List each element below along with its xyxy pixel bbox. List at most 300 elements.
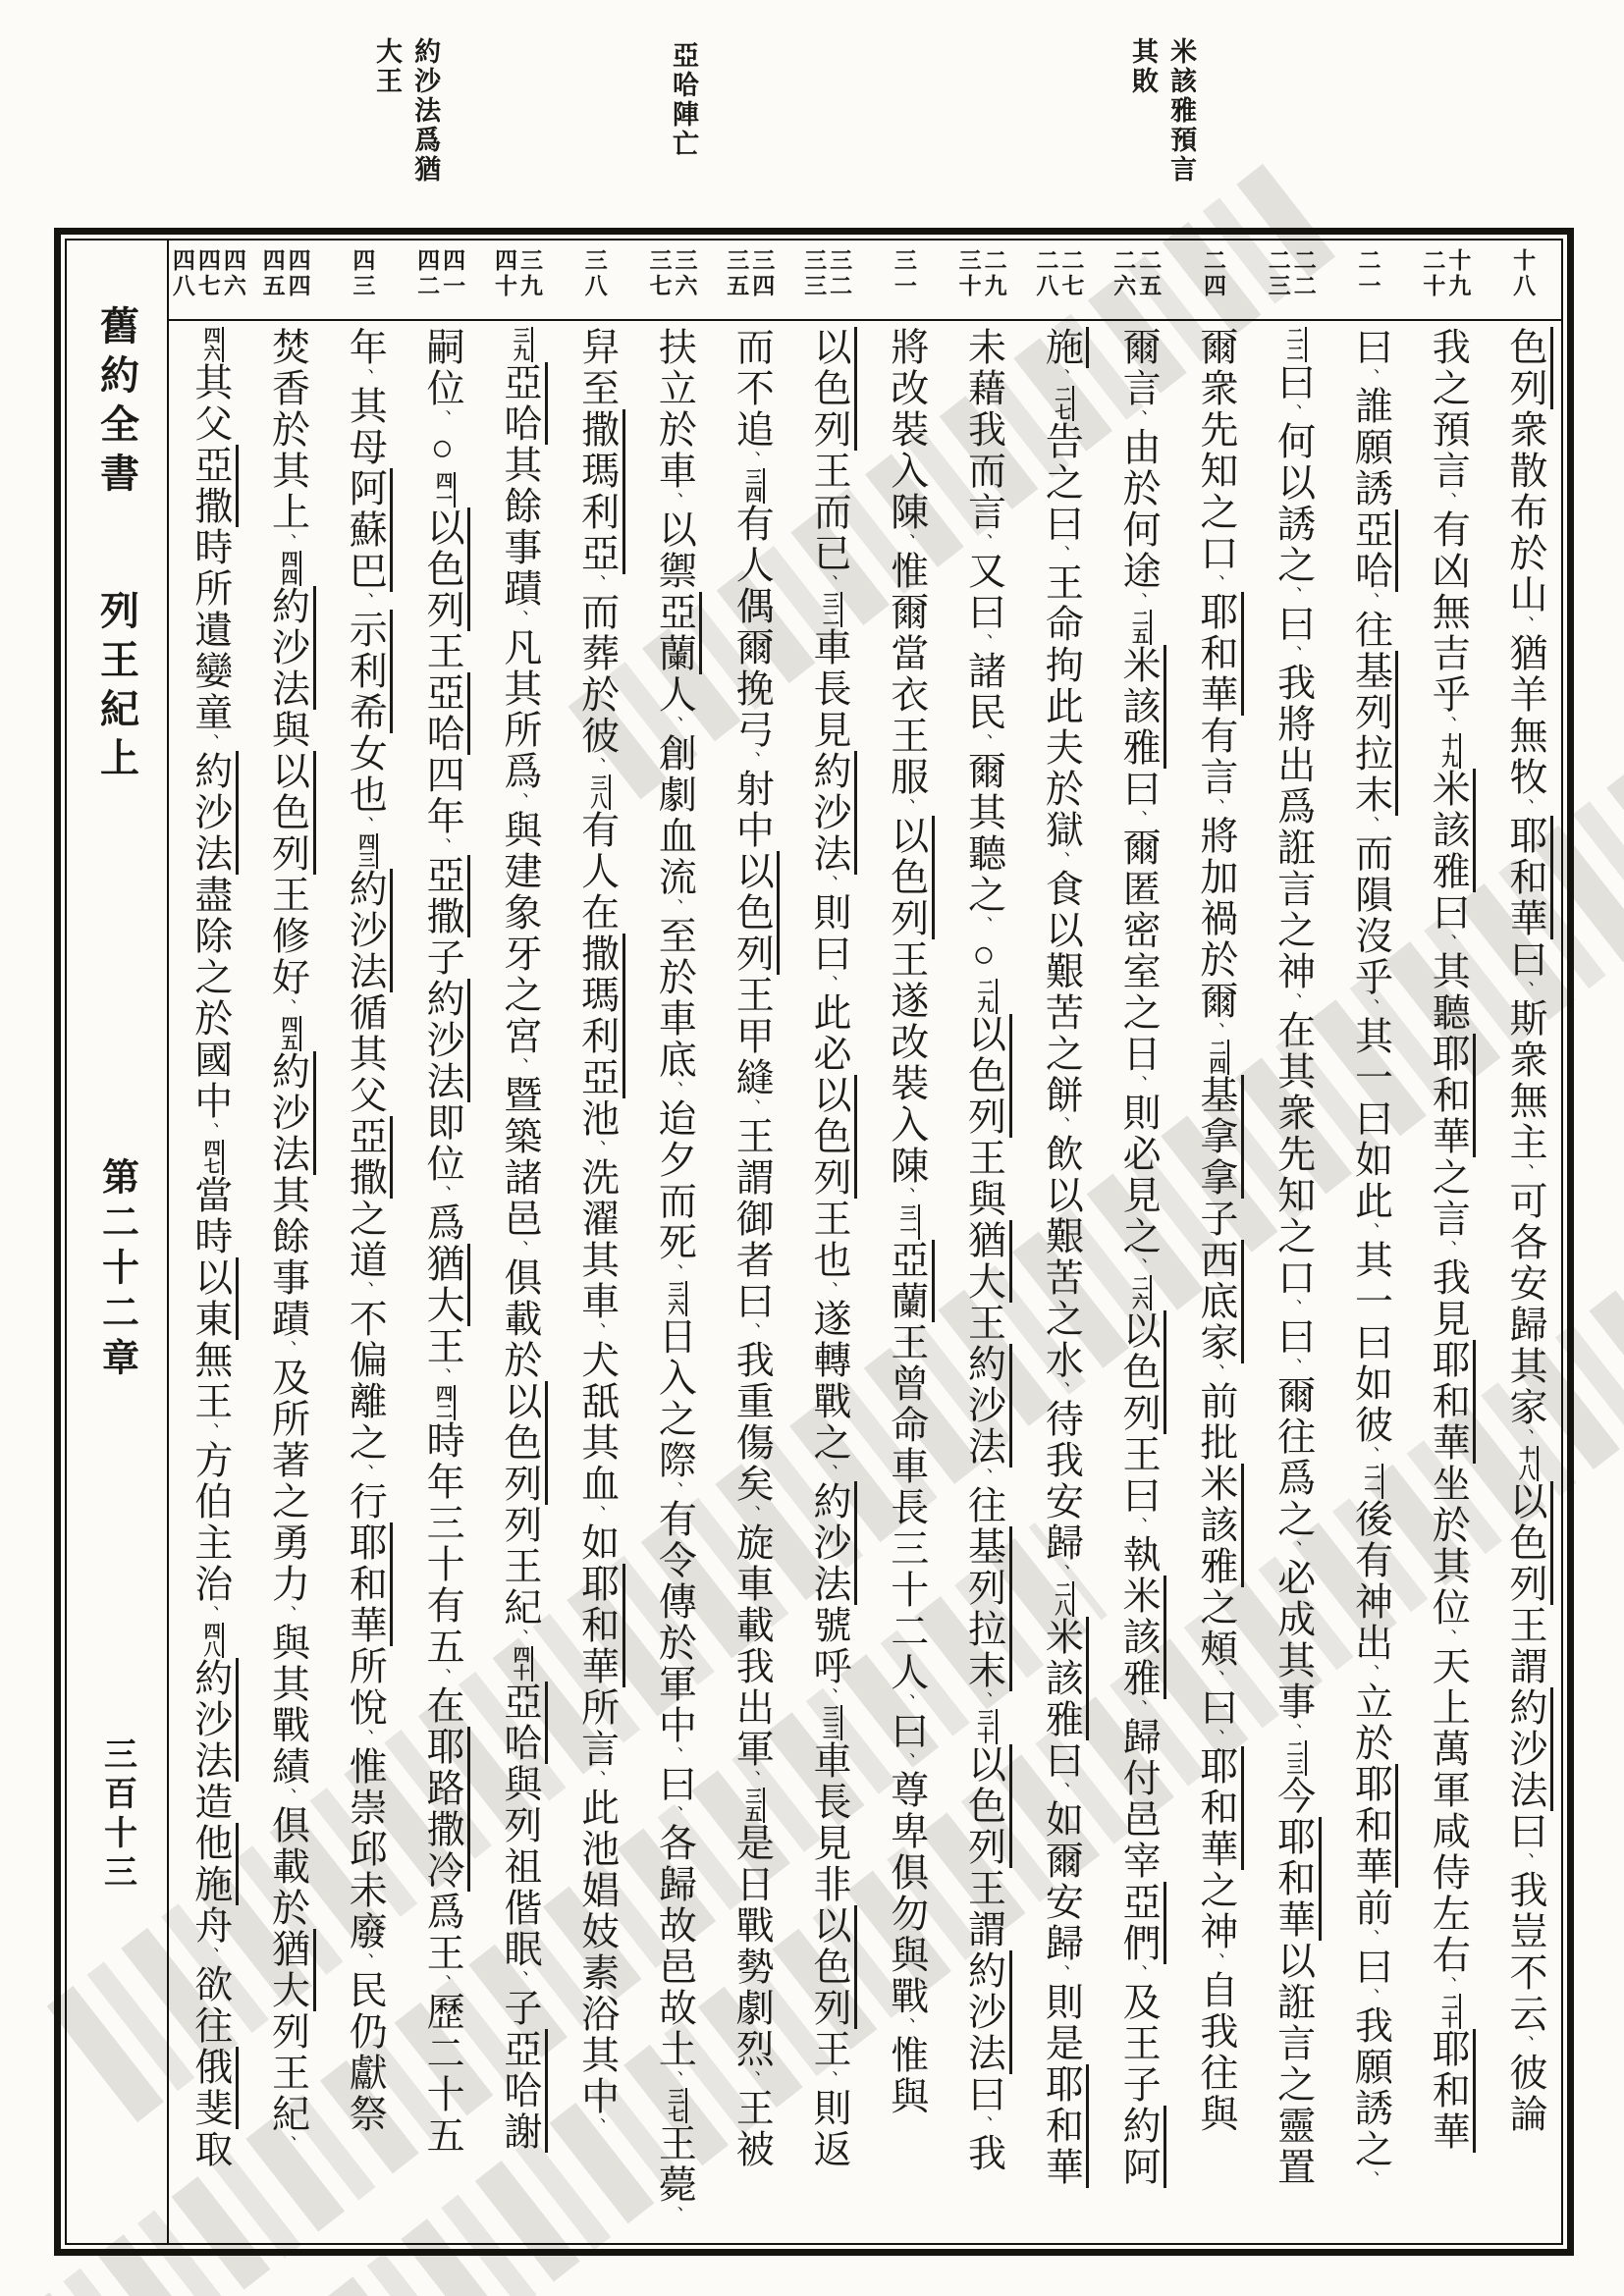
punctuation-mark: 、: [741, 1770, 762, 1788]
verse-number-label: 二九: [981, 248, 1006, 299]
proper-noun: 以色列: [731, 851, 780, 975]
text-run: 俱載於: [498, 1257, 541, 1381]
proper-noun: 施: [1040, 327, 1089, 368]
punctuation-mark: 、: [432, 1367, 453, 1385]
punctuation-mark: 、: [586, 1322, 607, 1340]
proper-noun: 以色列: [963, 1014, 1012, 1138]
punctuation-mark: 、: [1360, 816, 1380, 833]
text-run: 不偏離之: [344, 1299, 387, 1464]
text-run: 以禦: [653, 509, 696, 592]
punctuation-mark: 、: [1051, 1564, 1071, 1581]
proper-noun: 亞哈: [421, 672, 470, 755]
punctuation-mark: 、: [277, 1788, 298, 1805]
verse-number-label: 四五: [259, 248, 285, 299]
proper-noun: 約沙法: [963, 1950, 1012, 2074]
text-run: 其一曰如彼: [1349, 1240, 1392, 1446]
text-column: [1020, 319, 1098, 2243]
text-run: 時年三十有五: [421, 1420, 464, 1668]
inline-verse-marker: 四五: [279, 1016, 301, 1051]
punctuation-mark: 、: [354, 1729, 375, 1746]
inline-verse-marker: 二十: [1438, 1994, 1461, 2029]
punctuation-mark: 、: [1515, 1428, 1535, 1446]
punctuation-mark: 、: [1360, 592, 1380, 610]
text-run: 衆散布於山: [1504, 409, 1546, 615]
proper-noun: 色列: [1504, 327, 1553, 409]
text-run: 王: [421, 631, 464, 672]
punctuation-mark: 、: [586, 2117, 607, 2135]
text-run: 如爾安歸: [1040, 1799, 1083, 1964]
text-run: 與: [266, 710, 309, 751]
proper-noun: 以色列: [963, 1744, 1012, 1868]
proper-noun: 亞蘭: [886, 1240, 935, 1322]
text-run: 之頰: [1194, 1587, 1237, 1670]
punctuation-mark: 、: [1051, 1964, 1071, 1982]
verse-number-label: 二七: [1058, 248, 1084, 299]
text-run: 誰願誘: [1349, 386, 1392, 509]
inline-verse-marker: 二八: [1052, 1581, 1074, 1617]
verse-number-label: 十八: [1510, 248, 1536, 299]
punctuation-mark: 、: [199, 733, 220, 751]
proper-noun: 以色列: [421, 507, 470, 631]
punctuation-mark: 、: [741, 751, 762, 769]
text-run: 爲: [421, 1202, 464, 1244]
punctuation-mark: 、: [973, 2115, 994, 2133]
punctuation-mark: 、: [664, 1481, 684, 1499]
margin-head-line: 其敗: [1128, 37, 1159, 96]
text-run: 車長見: [807, 627, 850, 751]
verse-number-label: 二二: [1290, 248, 1316, 299]
punctuation-mark: 、: [973, 533, 994, 551]
text-run: 猶羊無牧: [1504, 633, 1546, 798]
punctuation-mark: 、: [199, 1605, 220, 1623]
verse-number-label: 三二: [827, 248, 852, 299]
text-run: 王: [807, 2029, 850, 2070]
text-run: 我願誘之: [1349, 2005, 1392, 2170]
verse-number-cell: [1406, 240, 1484, 319]
margin-head-line: 米該雅預言: [1166, 37, 1197, 185]
proper-noun: 阿蘇巴: [344, 468, 393, 592]
text-run: 王被: [731, 2088, 774, 2170]
text-column: [1252, 319, 1329, 2243]
punctuation-mark: 、: [1282, 1540, 1303, 1558]
punctuation-mark: 、: [664, 1805, 684, 1823]
punctuation-mark: 、: [741, 1505, 762, 1522]
proper-noun: 以色列: [808, 1075, 857, 1199]
verse-number-label: 三九: [516, 248, 542, 299]
text-run: 前: [1349, 1888, 1392, 1929]
text-column: [1484, 319, 1561, 2243]
punctuation-mark: 、: [1051, 1782, 1071, 1799]
text-run: 有人偶爾挽弓: [731, 504, 774, 751]
inline-verse-marker: 十八: [1516, 1446, 1539, 1481]
punctuation-mark: 、: [354, 368, 375, 386]
text-run: 待我安歸: [1040, 1399, 1083, 1564]
text-run: 凡其所爲: [498, 627, 541, 792]
proper-noun: 以東: [189, 1257, 239, 1340]
text-run: 可各安歸其家: [1504, 1181, 1546, 1428]
verse-number-label: 二一: [1355, 248, 1380, 299]
text-run: 是日戰勢劇烈: [731, 1823, 774, 2070]
punctuation-mark: 、: [509, 1240, 529, 1257]
text-run: 池: [575, 1098, 619, 1140]
page-frame-inner: [65, 239, 1563, 2245]
text-column: [865, 319, 943, 2243]
punctuation-mark: 、: [1360, 1446, 1380, 1464]
proper-noun: 以色列: [808, 1905, 857, 2029]
punctuation-mark: 、: [741, 2070, 762, 2088]
book-title: 舊約全書: [94, 305, 139, 502]
inline-verse-marker: 四七: [201, 1140, 224, 1175]
punctuation-mark: 、: [509, 610, 529, 627]
punctuation-mark: 、: [1282, 403, 1303, 421]
verse-number-cell: [246, 240, 324, 319]
text-run: 當時: [189, 1175, 232, 1257]
proper-noun: 約沙法: [963, 1344, 1012, 1468]
proper-noun: 約沙法: [189, 1658, 239, 1782]
punctuation-mark: 、: [1515, 981, 1535, 998]
text-run: 告之曰: [1040, 421, 1083, 545]
punctuation-mark: 、: [664, 2070, 684, 2088]
inline-verse-marker: 三四: [742, 468, 765, 504]
text-run: ○: [962, 934, 1005, 979]
proper-noun: 米該雅: [1117, 645, 1166, 769]
text-run: 曰: [1504, 939, 1546, 981]
proper-noun: 亞哈: [499, 1682, 548, 1764]
proper-noun: 約沙法: [267, 1051, 316, 1175]
text-run: 王薨: [653, 2123, 696, 2206]
text-run: 後有神出: [1349, 1499, 1392, 1664]
inline-verse-marker: 二三: [1284, 1740, 1307, 1776]
text-run: 歸付邑宰: [1117, 1717, 1161, 1882]
text-run: 及王子: [1117, 1982, 1161, 2106]
verse-number-label: 二六: [1110, 248, 1136, 299]
proper-noun: 亞撒: [344, 1116, 393, 1199]
punctuation-mark: 、: [1051, 851, 1071, 869]
punctuation-mark: 、: [354, 1281, 375, 1299]
text-run: 旋車載我出軍: [731, 1522, 774, 1770]
punctuation-mark: 、: [973, 1468, 994, 1485]
text-run: 食以艱苦之餅: [1040, 869, 1083, 1116]
verse-number-cell: [1020, 240, 1098, 319]
text-run: 王: [962, 1303, 1005, 1344]
text-run: 犬舐其血: [575, 1340, 619, 1505]
text-run: 其聽: [1427, 951, 1470, 1034]
inline-verse-marker: 三八: [588, 774, 611, 810]
text-column: [1174, 319, 1252, 2243]
proper-noun: 基列拉末: [1349, 651, 1398, 816]
text-run: 曰: [962, 2074, 1005, 2115]
text-run: 王曾命車長三十二人: [885, 1322, 928, 1693]
punctuation-mark: 、: [1205, 1729, 1225, 1746]
proper-noun: 約沙法: [344, 869, 393, 992]
punctuation-mark: 、: [664, 1081, 684, 1098]
punctuation-mark: 、: [895, 533, 916, 551]
text-run: 與建象牙之宮: [498, 810, 541, 1057]
proper-noun: 約沙法: [267, 586, 316, 710]
text-run: 民仍獻祭: [344, 1970, 387, 2135]
punctuation-mark: 、: [432, 1185, 453, 1202]
text-run: 曰: [1194, 1687, 1237, 1729]
proper-noun: 約沙法: [1504, 1687, 1553, 1811]
verse-number-cell: [556, 240, 633, 319]
punctuation-mark: 、: [1515, 1163, 1535, 1181]
proper-noun: 約沙法: [808, 751, 857, 875]
text-run: 無王: [189, 1340, 232, 1422]
text-run: 在其衆先知之口: [1272, 1010, 1315, 1299]
proper-noun: 耶和華: [1040, 2064, 1089, 2188]
text-run: 日入之際: [653, 1316, 696, 1481]
text-run: 曰: [1040, 1740, 1083, 1782]
punctuation-mark: 、: [1282, 1358, 1303, 1375]
verse-number-label: 二三: [1265, 248, 1290, 299]
text-run: ○: [421, 427, 464, 472]
proper-noun: 西底家: [1195, 1240, 1244, 1363]
text-run: 所悅: [344, 1646, 387, 1729]
punctuation-mark: 、: [1282, 1723, 1303, 1740]
text-run: 由於何途: [1117, 427, 1161, 592]
inline-verse-marker: 四十: [511, 1646, 533, 1682]
text-run: 爾其聽之: [962, 751, 1005, 916]
verse-number-cell: [324, 240, 402, 319]
text-run: 飲以艱苦之水: [1040, 1134, 1083, 1381]
punctuation-mark: 、: [1282, 1299, 1303, 1316]
text-run: 王修好: [266, 875, 309, 998]
text-run: 號呼: [807, 1605, 850, 1687]
proper-noun: 亞蘭: [653, 592, 702, 674]
punctuation-mark: 、: [1051, 368, 1071, 386]
text-run: 此必: [807, 992, 850, 1075]
punctuation-mark: 、: [432, 837, 453, 855]
margin-head-line: 約沙法爲猶: [410, 37, 441, 185]
text-run: 各歸故邑故土: [653, 1823, 696, 2070]
section-title: 列王紀上: [94, 590, 139, 786]
proper-noun: 撒瑪利亞: [576, 409, 625, 574]
text-run: 取: [189, 2129, 232, 2170]
text-run: 立於: [1349, 1682, 1392, 1764]
text-run: 王甲縫: [731, 975, 774, 1098]
punctuation-mark: 、: [586, 757, 607, 774]
text-column: [556, 319, 633, 2243]
text-run: 往: [1349, 610, 1392, 651]
text-run: 王而已: [807, 451, 850, 574]
verse-number-label: 四三: [350, 248, 375, 299]
punctuation-mark: 、: [1205, 1363, 1225, 1381]
punctuation-mark: 、: [432, 1668, 453, 1685]
text-run: 曰: [1427, 892, 1470, 934]
text-run: 人: [653, 674, 696, 716]
text-run: 王也: [807, 1199, 850, 1281]
text-run: 所言: [575, 1687, 619, 1770]
verse-number-label: 三十: [955, 248, 981, 299]
punctuation-mark: 、: [1282, 992, 1303, 1010]
punctuation-mark: 、: [1128, 1075, 1149, 1093]
inline-verse-marker: 二九: [975, 979, 998, 1014]
punctuation-mark: 、: [1437, 1976, 1458, 1994]
verse-number-cell: [478, 240, 556, 319]
punctuation-mark: 、: [1515, 1852, 1535, 1870]
punctuation-mark: 、: [586, 1770, 607, 1788]
inline-verse-marker: 三二: [820, 592, 842, 627]
text-run: 創劇血流: [653, 733, 696, 898]
text-run: 嗣位: [421, 327, 464, 409]
text-run: 其父: [189, 362, 232, 445]
punctuation-mark: 、: [1360, 1929, 1380, 1947]
text-run: 曰: [1117, 769, 1161, 810]
text-run: 惟爾當衣王服: [885, 551, 928, 798]
verse-number-cell: [787, 240, 865, 319]
proper-noun: 耶和華: [1504, 816, 1553, 939]
proper-noun: 猶大: [963, 1220, 1012, 1303]
proper-noun: 米該雅: [1117, 1575, 1166, 1699]
punctuation-mark: 、: [1437, 934, 1458, 951]
text-run: 暨築諸邑: [498, 1075, 541, 1240]
text-run: 其餘事蹟: [498, 445, 541, 610]
punctuation-mark: 、: [1205, 798, 1225, 816]
text-run: 子: [1194, 1199, 1237, 1240]
margin-head-line: 大王: [372, 37, 403, 96]
verse-number-cell: [1252, 240, 1329, 319]
inline-verse-marker: 三三: [820, 1705, 842, 1740]
inline-verse-marker: 三七: [665, 2088, 687, 2123]
text-run: 王謂: [1504, 1605, 1546, 1687]
verse-number-cell: [710, 240, 787, 319]
punctuation-mark: 、: [1515, 2035, 1535, 2053]
text-run: 在: [421, 1685, 464, 1727]
punctuation-mark: 、: [664, 492, 684, 509]
text-column: [478, 319, 556, 2243]
punctuation-mark: 、: [1051, 1116, 1071, 1134]
punctuation-mark: 、: [277, 1605, 298, 1623]
proper-noun: 以色列: [1117, 1310, 1166, 1434]
page-frame: [54, 228, 1574, 2256]
text-run: 其餘事蹟: [266, 1175, 309, 1340]
verse-number-cell: [169, 240, 246, 319]
text-run: 有凶無吉乎: [1427, 509, 1470, 716]
punctuation-mark: 、: [664, 716, 684, 733]
verse-number-label: 二八: [1033, 248, 1058, 299]
verse-number-cell: [1329, 240, 1407, 319]
proper-noun: 耶和華: [1195, 1746, 1244, 1870]
verse-number-label: 四四: [285, 248, 310, 299]
text-run: 前批: [1194, 1381, 1237, 1464]
proper-noun: 撒瑪利亞: [576, 934, 625, 1098]
text-run: 王遂改裝入陳: [885, 939, 928, 1187]
text-run: 之道: [344, 1199, 387, 1281]
proper-noun: 耶和華: [1427, 1034, 1476, 1157]
punctuation-mark: 、: [1282, 586, 1303, 604]
punctuation-mark: 、: [818, 975, 839, 992]
text-run: 則是: [1040, 1982, 1083, 2064]
punctuation-mark: 、: [1205, 574, 1225, 592]
inline-verse-marker: 四四: [279, 551, 301, 586]
verse-number-label: 十九: [1445, 248, 1471, 299]
text-column: [169, 319, 246, 2243]
text-run: 彼論: [1504, 2053, 1546, 2135]
text-run: 未藉我而言: [962, 327, 1005, 533]
inline-verse-marker: 二二: [1284, 327, 1307, 362]
text-run: 曰: [653, 1764, 696, 1805]
punctuation-mark: 、: [1360, 1664, 1380, 1682]
text-run: 我之預言: [1427, 327, 1470, 492]
punctuation-mark: 、: [1437, 716, 1458, 733]
proper-noun: 以色列: [267, 751, 316, 875]
text-run: 則必見之: [1117, 1093, 1161, 1257]
text-run: 與其戰績: [266, 1623, 309, 1788]
text-run: 則返: [807, 2088, 850, 2170]
punctuation-mark: 、: [509, 1057, 529, 1075]
text-run: 斯衆無主: [1504, 998, 1546, 1163]
punctuation-mark: 、: [509, 1629, 529, 1646]
text-run: 有人在: [575, 810, 619, 934]
text-column: [943, 319, 1020, 2243]
inline-verse-marker: 四六: [201, 327, 224, 362]
punctuation-mark: 、: [895, 2017, 916, 2035]
text-run: 爾匿密室之日: [1117, 828, 1161, 1075]
punctuation-mark: 、: [432, 1974, 453, 1992]
text-run: 子: [498, 1988, 541, 2029]
punctuation-mark: 、: [1360, 2170, 1380, 2188]
inline-verse-marker: 二四: [1207, 1040, 1229, 1075]
text-run: 王命拘此夫於獄: [1040, 562, 1083, 851]
proper-noun: 示利希: [344, 610, 393, 733]
proper-noun: 米該雅: [1195, 1464, 1244, 1587]
text-run: 及所著之勇力: [266, 1358, 309, 1605]
punctuation-mark: 、: [895, 1693, 916, 1711]
verse-number-cell: [1097, 240, 1174, 319]
text-run: 而不追: [731, 327, 774, 451]
punctuation-mark: 、: [1515, 615, 1535, 633]
text-run: 之神: [1194, 1870, 1237, 1952]
punctuation-mark: 、: [1205, 1670, 1225, 1687]
text-run: 迨夕而死: [653, 1098, 696, 1263]
verse-number-label: 三八: [581, 248, 607, 299]
punctuation-mark: 、: [586, 1140, 607, 1157]
punctuation-mark: 、: [1128, 1257, 1149, 1275]
verse-number-label: 四八: [169, 248, 194, 299]
inline-verse-marker: 二五: [1129, 610, 1152, 645]
verse-number-cell: [1484, 240, 1561, 319]
text-run: 與列祖偕眠: [498, 1764, 541, 1970]
text-run: 天上萬軍咸侍左右: [1427, 1646, 1470, 1976]
text-run: 往: [962, 1485, 1005, 1526]
verse-number-label: 三六: [672, 248, 697, 299]
proper-noun: 以色列: [1504, 1481, 1553, 1605]
text-run: 舟: [189, 1905, 232, 1947]
punctuation-mark: 、: [277, 2135, 298, 2153]
proper-noun: 耶和華: [1349, 1764, 1398, 1888]
verse-number-row: [169, 240, 1561, 321]
text-run: 必成其事: [1272, 1558, 1315, 1723]
margin-head-line: 亞哈陣亡: [669, 41, 699, 159]
punctuation-mark: 、: [818, 1687, 839, 1705]
inline-verse-marker: 二一: [1361, 1464, 1383, 1499]
text-run: 其母: [344, 386, 387, 468]
inline-verse-marker: 四一: [433, 472, 456, 507]
punctuation-mark: 、: [277, 533, 298, 551]
proper-noun: 耶和華: [1195, 592, 1244, 716]
punctuation-mark: 、: [1360, 1988, 1380, 2005]
verse-number-label: 二四: [1200, 248, 1225, 299]
text-run: 今: [1272, 1776, 1315, 1817]
text-run: 爾往爲之: [1272, 1375, 1315, 1540]
punctuation-mark: 、: [664, 898, 684, 916]
inline-verse-marker: 四二: [433, 1385, 456, 1420]
text-run: 將加禍於爾: [1194, 816, 1237, 1022]
punctuation-mark: 、: [1360, 1222, 1380, 1240]
punctuation-mark: 、: [664, 1746, 684, 1764]
text-column: [633, 319, 711, 2243]
text-run: 我重傷矣: [731, 1340, 774, 1505]
